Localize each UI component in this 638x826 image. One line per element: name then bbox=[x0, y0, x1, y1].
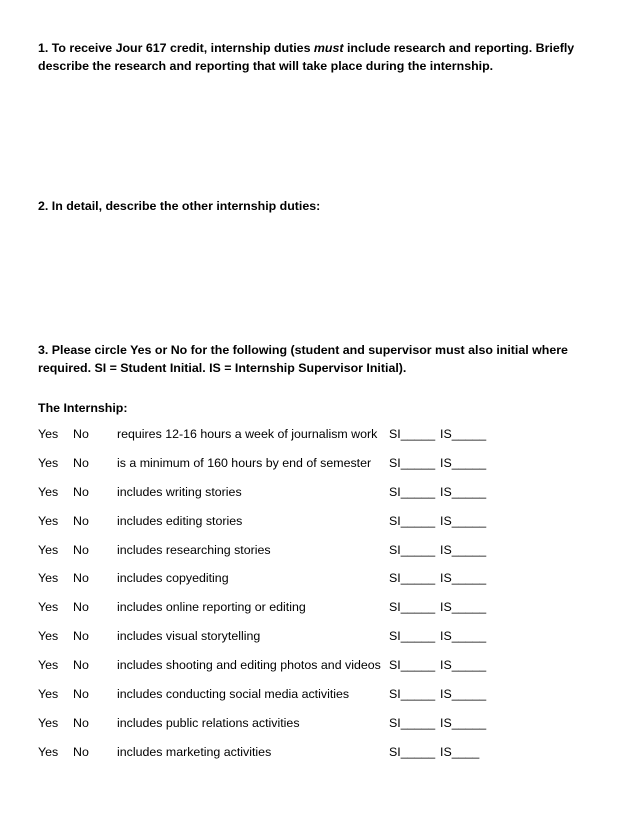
yes-option[interactable]: Yes bbox=[38, 658, 59, 673]
yes-option[interactable]: Yes bbox=[38, 513, 59, 528]
requirement-text: includes public relations activities bbox=[117, 715, 300, 730]
no-option[interactable]: No bbox=[73, 427, 89, 441]
student-initial-field[interactable]: SI_____ bbox=[389, 658, 436, 673]
no-option[interactable]: No bbox=[73, 629, 89, 644]
internship-heading: The Internship: bbox=[38, 401, 128, 415]
supervisor-initial-field[interactable]: IS_____ bbox=[440, 600, 487, 615]
requirement-text: includes visual storytelling bbox=[117, 629, 261, 644]
yes-option[interactable]: Yes bbox=[38, 571, 59, 586]
requirement-text: includes conducting social media activities bbox=[117, 687, 350, 702]
student-initial-field[interactable]: SI_____ bbox=[389, 600, 436, 615]
student-initial-field[interactable]: SI_____ bbox=[389, 513, 436, 528]
yes-option[interactable]: Yes bbox=[38, 455, 59, 470]
internship-checklist bbox=[38, 425, 598, 772]
question-1 bbox=[38, 39, 600, 75]
requirement-text: includes researching stories bbox=[117, 542, 271, 557]
student-initial-field[interactable]: SI_____ bbox=[389, 629, 436, 644]
question-1-rest: include research and reporting. Briefly describe the research and reporting that will take place during the internship. bbox=[38, 41, 575, 73]
question-3: 3. Please circle Yes or No for the following (student and supervisor must also initial where required. SI = Student Initial. IS = Internship Supervisor Initial). bbox=[38, 343, 568, 375]
checklist-row bbox=[38, 483, 598, 512]
supervisor-initial-field[interactable]: IS_____ bbox=[440, 687, 487, 702]
yes-option[interactable]: Yes bbox=[38, 484, 59, 499]
student-initial-field[interactable]: SI_____ bbox=[389, 484, 436, 499]
checklist-row bbox=[38, 656, 598, 685]
question-1-lead: 1. To receive Jour 617 credit, internship duties bbox=[38, 41, 314, 55]
student-initial-field[interactable]: SI_____ bbox=[389, 744, 436, 759]
supervisor-initial-field[interactable]: IS_____ bbox=[440, 542, 487, 557]
no-option[interactable]: No bbox=[73, 715, 89, 730]
requirement-text: is a minimum of 160 hours by end of semester bbox=[117, 455, 372, 470]
student-initial-field[interactable]: SI_____ bbox=[389, 715, 436, 730]
requirement-text: includes writing stories bbox=[117, 484, 242, 499]
question-1-emphasis: must bbox=[313, 41, 344, 55]
student-initial-field[interactable]: SI_____ bbox=[389, 542, 436, 557]
no-option[interactable]: No bbox=[73, 687, 89, 702]
supervisor-initial-field[interactable]: IS_____ bbox=[440, 513, 487, 528]
no-option[interactable]: No bbox=[73, 542, 89, 557]
no-option[interactable]: No bbox=[73, 455, 89, 470]
checklist-row bbox=[38, 569, 598, 598]
checklist-row bbox=[38, 512, 598, 541]
no-option[interactable]: No bbox=[73, 744, 89, 759]
supervisor-initial-field[interactable]: IS_____ bbox=[440, 629, 487, 644]
yes-option[interactable]: Yes bbox=[38, 427, 59, 441]
requirement-text: includes shooting and editing photos and videos bbox=[117, 658, 381, 673]
supervisor-initial-field[interactable]: IS_____ bbox=[440, 571, 487, 586]
student-initial-field[interactable]: SI_____ bbox=[389, 571, 436, 586]
student-initial-field[interactable]: SI_____ bbox=[389, 687, 436, 702]
student-initial-field[interactable]: SI_____ bbox=[389, 427, 436, 441]
requirement-text: includes online reporting or editing bbox=[117, 600, 306, 615]
question-2: 2. In detail, describe the other internship duties: bbox=[38, 199, 321, 213]
requirement-text: includes editing stories bbox=[117, 513, 243, 528]
no-option[interactable]: No bbox=[73, 513, 89, 528]
yes-option[interactable]: Yes bbox=[38, 629, 59, 644]
yes-option[interactable]: Yes bbox=[38, 744, 59, 759]
checklist-row bbox=[38, 454, 598, 483]
supervisor-initial-field[interactable]: IS____ bbox=[440, 744, 480, 759]
supervisor-initial-field[interactable]: IS_____ bbox=[440, 427, 487, 441]
student-initial-field[interactable]: SI_____ bbox=[389, 455, 436, 470]
checklist-row bbox=[38, 685, 598, 714]
yes-option[interactable]: Yes bbox=[38, 600, 59, 615]
requirement-text: requires 12-16 hours a week of journalism work bbox=[117, 427, 378, 441]
checklist-row bbox=[38, 541, 598, 570]
yes-option[interactable]: Yes bbox=[38, 687, 59, 702]
no-option[interactable]: No bbox=[73, 600, 89, 615]
requirement-text: includes marketing activities bbox=[117, 744, 272, 759]
checklist-row bbox=[38, 598, 598, 627]
checklist-row bbox=[38, 425, 598, 454]
no-option[interactable]: No bbox=[73, 571, 89, 586]
yes-option[interactable]: Yes bbox=[38, 542, 59, 557]
requirement-text: includes copyediting bbox=[117, 571, 229, 586]
no-option[interactable]: No bbox=[73, 484, 89, 499]
yes-option[interactable]: Yes bbox=[38, 715, 59, 730]
supervisor-initial-field[interactable]: IS_____ bbox=[440, 484, 487, 499]
checklist-row bbox=[38, 743, 598, 772]
no-option[interactable]: No bbox=[73, 658, 89, 673]
supervisor-initial-field[interactable]: IS_____ bbox=[440, 455, 487, 470]
checklist-row bbox=[38, 714, 598, 743]
supervisor-initial-field[interactable]: IS_____ bbox=[440, 715, 487, 730]
checklist-row bbox=[38, 627, 598, 656]
supervisor-initial-field[interactable]: IS_____ bbox=[440, 658, 487, 673]
